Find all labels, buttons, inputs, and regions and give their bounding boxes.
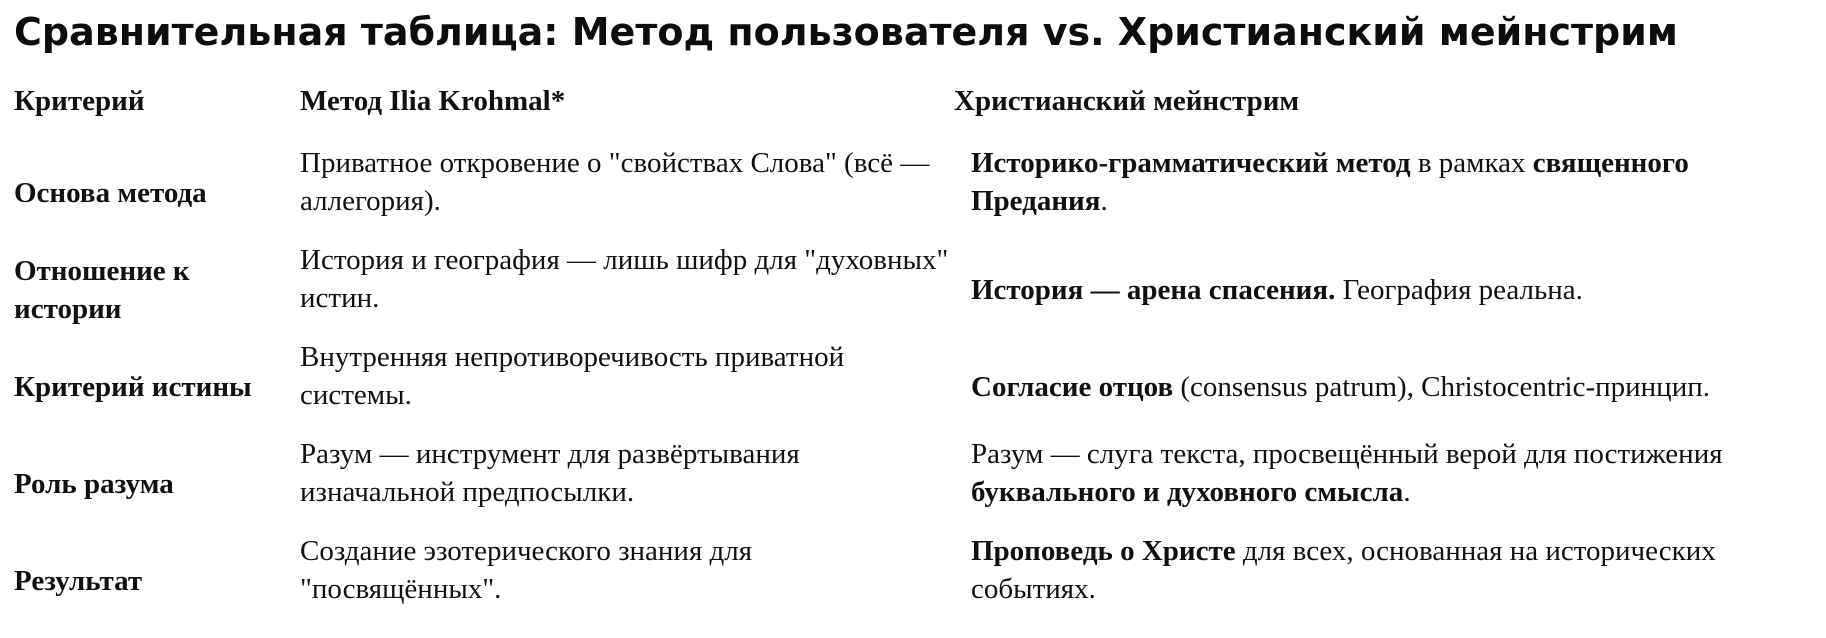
method-cell: Создание эзотерического знания для "посвящённых". [300, 535, 753, 605]
table-row [14, 241, 1814, 338]
header-method: Метод Ilia Krohmal* [300, 85, 566, 117]
page-title: Сравнительная таблица: Метод пользователя vs. Христианский мейнстрим [14, 10, 1678, 54]
criterion-cell: Основа метода [14, 176, 207, 209]
table-row [14, 338, 1814, 435]
method-cell: Внутренняя непротиворечивость приватной системы. [300, 341, 845, 411]
text: в рамках [1410, 147, 1533, 179]
text: (consensus patrum), Christocentric-принцип. [1173, 370, 1710, 403]
table-header-row [14, 82, 1814, 144]
bold-text: священного Предания [971, 147, 1689, 217]
header-criterion: Критерий [14, 85, 145, 117]
bold-text: История — арена спасения. [971, 273, 1336, 306]
table-row [14, 144, 1814, 241]
header-mainstream: Христианский мейнстрим [954, 85, 1300, 117]
mainstream-cell [954, 435, 1814, 532]
method-cell: Разум — инструмент для развёртывания изначальной предпосылки. [300, 438, 800, 508]
bold-text: Проповедь о Христе [971, 535, 1236, 567]
text: . [1403, 476, 1411, 508]
method-cell: Приватное откровение о "свойствах Слова" (всё — аллегория). [300, 147, 930, 217]
text: для всех, основанная на исторических событиях. [971, 535, 1716, 605]
bold-text: Историко-грамматический метод [971, 147, 1411, 179]
text: . [1100, 185, 1108, 217]
criterion-cell: Критерий истины [14, 370, 252, 403]
text: Разум — слуга текста, просвещённый верой для постижения [971, 438, 1723, 470]
mainstream-cell [954, 241, 1814, 338]
comparison-table [14, 82, 1814, 629]
bold-text: Согласие отцов [971, 370, 1174, 403]
mainstream-cell [954, 532, 1814, 629]
method-cell: История и география — лишь шифр для "духовных" истин. [300, 244, 949, 314]
table-row [14, 532, 1814, 629]
table-row [14, 435, 1814, 532]
criterion-cell: Результат [14, 564, 143, 597]
mainstream-cell [954, 338, 1814, 435]
bold-text: буквального и духовного смысла [971, 476, 1404, 508]
mainstream-cell [954, 144, 1814, 241]
text: География реальна. [1335, 273, 1583, 306]
criterion-cell: Роль разума [14, 467, 174, 500]
criterion-cell: Отношение к истории [14, 254, 190, 325]
